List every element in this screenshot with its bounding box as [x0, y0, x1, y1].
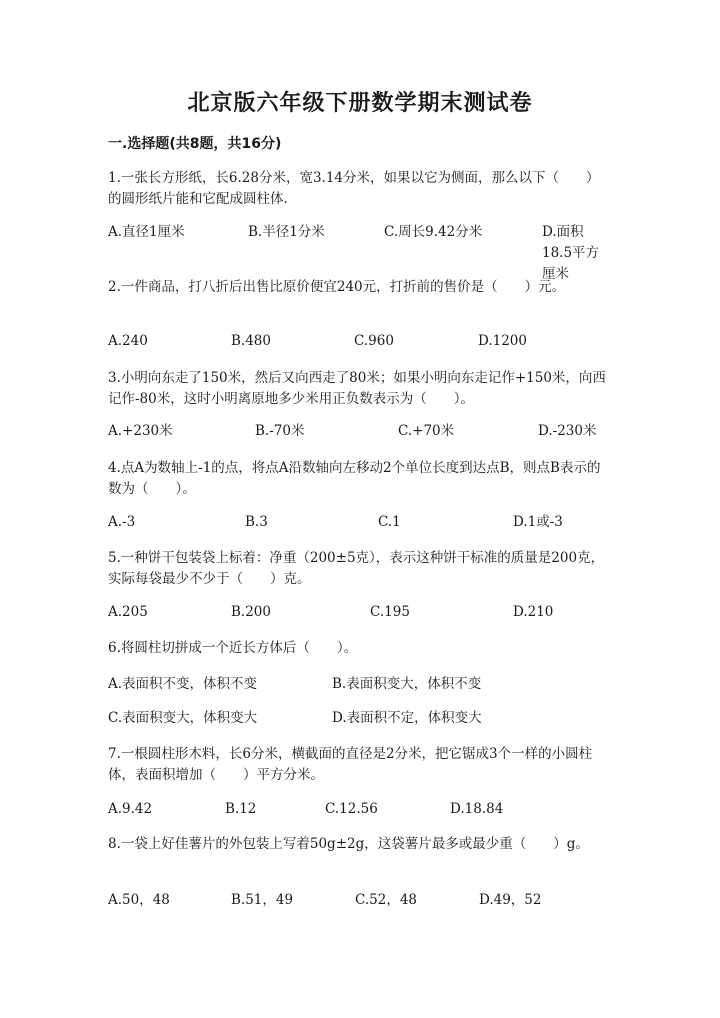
option-c: C.表面积变大，体积变大 [108, 710, 258, 726]
option-c: C.12.56 [325, 801, 378, 817]
question-3: 3.小明向东走了150米，然后又向西走了80米；如果小明向东走记作+150米，向西记作-80米，这时小明离原地多少米用正负数表示为（ ）。 [108, 370, 606, 407]
question-6: 6.将圆柱切拼成一个近长方体后（ ）。 [108, 640, 358, 656]
question-1: 1.一张长方形纸，长6.28分米，宽3.14分米，如果以它为侧面，那么以下（ ）的圆形纸片能和它配成圆柱体. [108, 170, 600, 207]
option-b: B.表面积变大，体积不变 [332, 676, 482, 692]
question-5-options [108, 602, 608, 623]
question-8-options [108, 890, 608, 911]
option-b: B.200 [231, 604, 271, 620]
option-b: B.-70米 [255, 423, 305, 439]
option-d: D.1200 [478, 333, 527, 349]
option-d: D.-230米 [538, 423, 597, 439]
option-d: D.49，52 [479, 892, 542, 908]
option-d: D.1或-3 [513, 514, 563, 530]
option-c: C.周长9.42分米 [384, 224, 483, 240]
option-a: A.205 [108, 604, 148, 620]
question-4: 4.点A为数轴上-1的点，将点A沿数轴向左移动2个单位长度到达点B，则点B表示的数为（ ）。 [108, 460, 601, 497]
page-title: 北京版六年级下册数学期末测试卷 [187, 91, 533, 116]
option-a: A.240 [108, 333, 148, 349]
option-a: A.50，48 [108, 892, 170, 908]
question-7: 7.一根圆柱形木料，长6分米，横截面的直径是2分米，把它锯成3个一样的小圆柱体，表面积增加（ ）平方分米。 [108, 746, 593, 783]
option-a: A.表面积不变，体积不变 [108, 676, 258, 692]
option-d: D.18.84 [450, 801, 504, 817]
question-6-options-row1 [108, 674, 608, 695]
option-b: B.480 [231, 333, 271, 349]
question-3-options [108, 421, 608, 442]
option-b: B.半径1分米 [248, 224, 325, 240]
option-a: A.-3 [108, 514, 136, 530]
option-d: D.210 [513, 604, 554, 620]
question-6-options-row2 [108, 708, 608, 729]
option-d: D.表面积不定，体积变大 [332, 710, 482, 726]
section-heading: 一.选择题(共8题，共16分) [108, 136, 282, 152]
option-b: B.3 [245, 514, 268, 530]
option-c: C.195 [370, 604, 410, 620]
option-a: A.9.42 [108, 801, 153, 817]
question-8: 8.一袋上好佳薯片的外包装上写着50g±2g，这袋薯片最多或最少重（ ）g。 [108, 836, 589, 852]
question-2-options [108, 331, 608, 352]
option-d: D.面积18.5平方厘米 [542, 224, 600, 282]
question-2: 2.一件商品，打八折后出售比原价便宜240元，打折前的售价是（ ）元。 [108, 279, 566, 295]
question-7-options [108, 799, 608, 820]
option-b: B.51，49 [231, 892, 294, 908]
option-b: B.12 [225, 801, 257, 817]
option-c: C.+70米 [398, 423, 455, 439]
option-a: A.直径1厘米 [108, 224, 185, 240]
question-4-options [108, 512, 608, 533]
option-a: A.+230米 [108, 423, 173, 439]
question-5: 5.一种饼干包装袋上标着：净重（200±5克），表示这种饼干标准的质量是200克，实际每袋最少不少于（ ）克。 [108, 550, 605, 587]
option-c: C.960 [354, 333, 394, 349]
option-c: C.1 [378, 514, 401, 530]
option-c: C.52，48 [355, 892, 417, 908]
